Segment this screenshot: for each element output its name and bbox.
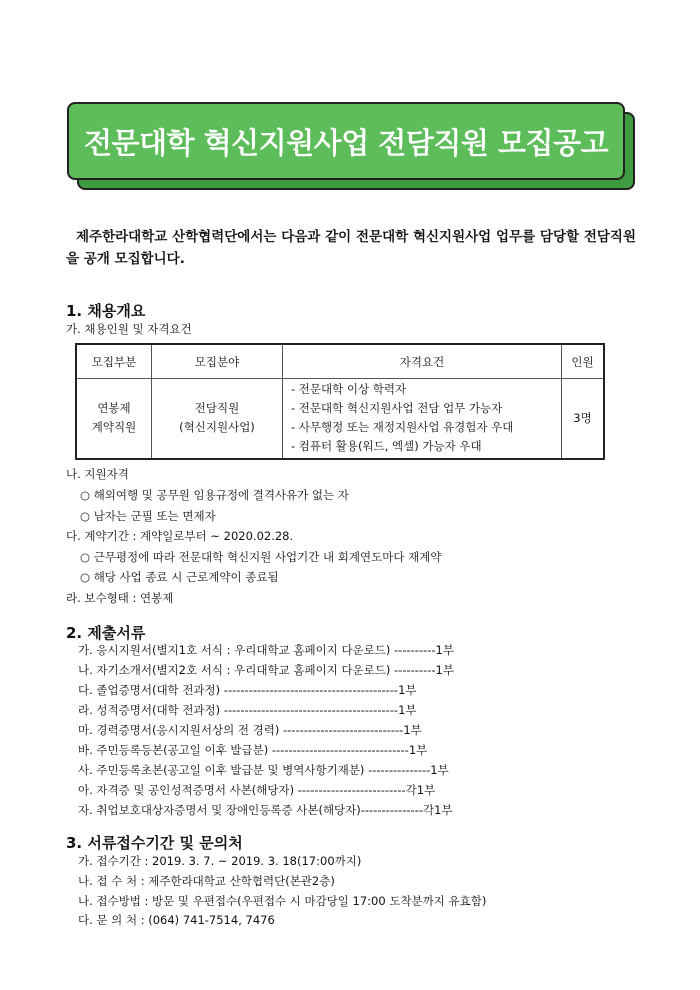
section3-title: 3. 서류접수기간 및 문의처 [66,834,243,852]
cell-part-line1: 연봉제 [97,401,131,416]
section1-sub-a: 가. 채용인원 및 자격요건 [66,322,192,336]
intro-paragraph [66,226,636,270]
cell-field-line1: 전담직원 [194,401,240,416]
table-row [76,379,604,459]
list-item: ○ 남자는 군필 또는 면제자 [80,509,216,523]
cell-part-line2: 계약직원 [91,420,137,435]
requirement-item: - 사무행정 또는 재정지원사업 유경험자 우대 [291,420,514,435]
cell-part [76,379,152,459]
requirement-item: - 전문대학 혁신지원사업 전담 업무 가능자 [291,401,503,416]
list-item: 다. 문 의 처 : (064) 741-7514, 7476 [78,913,275,927]
section1-title: 1. 채용개요 [66,302,146,320]
list-item: 바. 주민등록등본(공고일 이후 발급분) ---------------------------------1부 [78,743,428,757]
list-item: ○ 해외여행 및 공무원 임용규정에 결격사유가 없는 자 [80,488,349,502]
list-item: ○ 해당 사업 종료 시 근로계약이 종료됨 [80,570,279,584]
list-item: 라. 성적증명서(대학 전과정) ------------------------------------------1부 [78,703,417,717]
header-part: 모집부분 [76,344,152,379]
list-item: 나. 접 수 처 : 제주한라대학교 산학협력단(본관2층) [78,874,335,888]
cell-field-line2: (혁신지원사업) [179,420,255,435]
list-item: 나. 자기소개서(별지2호 서식 : 우리대학교 홈페이지 다운로드) ----------1부 [78,663,454,677]
list-item: ○ 근무평정에 따라 전문대학 혁신지원 사업기간 내 회계연도마다 재계약 [80,550,442,564]
section1-sub-b: 나. 지원자격 [66,467,129,481]
section1-sub-c: 다. 계약기간 : 계약일로부터 ~ 2020.02.28. [66,529,294,543]
requirement-item: - 컴퓨터 활용(워드, 엑셀) 가능자 우대 [291,439,482,454]
list-item: 가. 접수기간 : 2019. 3. 7. ~ 2019. 3. 18(17:00까지) [78,854,362,868]
list-item: 다. 졸업증명서(대학 전과정) ------------------------------------------1부 [78,683,417,697]
list-item: 사. 주민등록초본(공고일 이후 발급분 및 병역사항기재분) ---------------1부 [78,763,449,777]
header-requirements: 자격요건 [283,344,562,379]
list-item: 나. 접수방법 : 방문 및 우편접수(우편접수 시 마감당일 17:00 도착분까지 유효함) [78,894,487,908]
header-field: 모집분야 [152,344,283,379]
list-item: 자. 취업보호대상자증명서 및 장애인등록증 사본(해당자)---------------각1부 [78,803,453,817]
cell-requirements [283,379,562,459]
page-title: 전문대학 혁신지원사업 전담직원 모집공고 [83,125,609,160]
section2-title: 2. 제출서류 [66,624,146,642]
recruit-table [75,343,605,460]
cell-count: 3명 [562,379,605,459]
title-banner [67,102,633,188]
title-banner-face [67,102,625,180]
section1-sub-d: 라. 보수형태 : 연봉제 [66,591,174,605]
list-item: 마. 경력증명서(응시지원서상의 전 경력) -----------------------------1부 [78,723,422,737]
list-item: 아. 자격증 및 공인성적증명서 사본(해당자) --------------------------각1부 [78,783,436,797]
cell-field [152,379,283,459]
requirement-item: - 전문대학 이상 학력자 [291,382,407,397]
intro-text: 제주한라대학교 산학협력단에서는 다음과 같이 전문대학 혁신지원사업 업무를 담당할 전담직원을 공개 모집합니다. [66,229,636,267]
list-item: 가. 응시지원서(별지1호 서식 : 우리대학교 홈페이지 다운로드) ----------1부 [78,643,454,657]
table-header-row [76,344,604,379]
header-count: 인원 [562,344,605,379]
